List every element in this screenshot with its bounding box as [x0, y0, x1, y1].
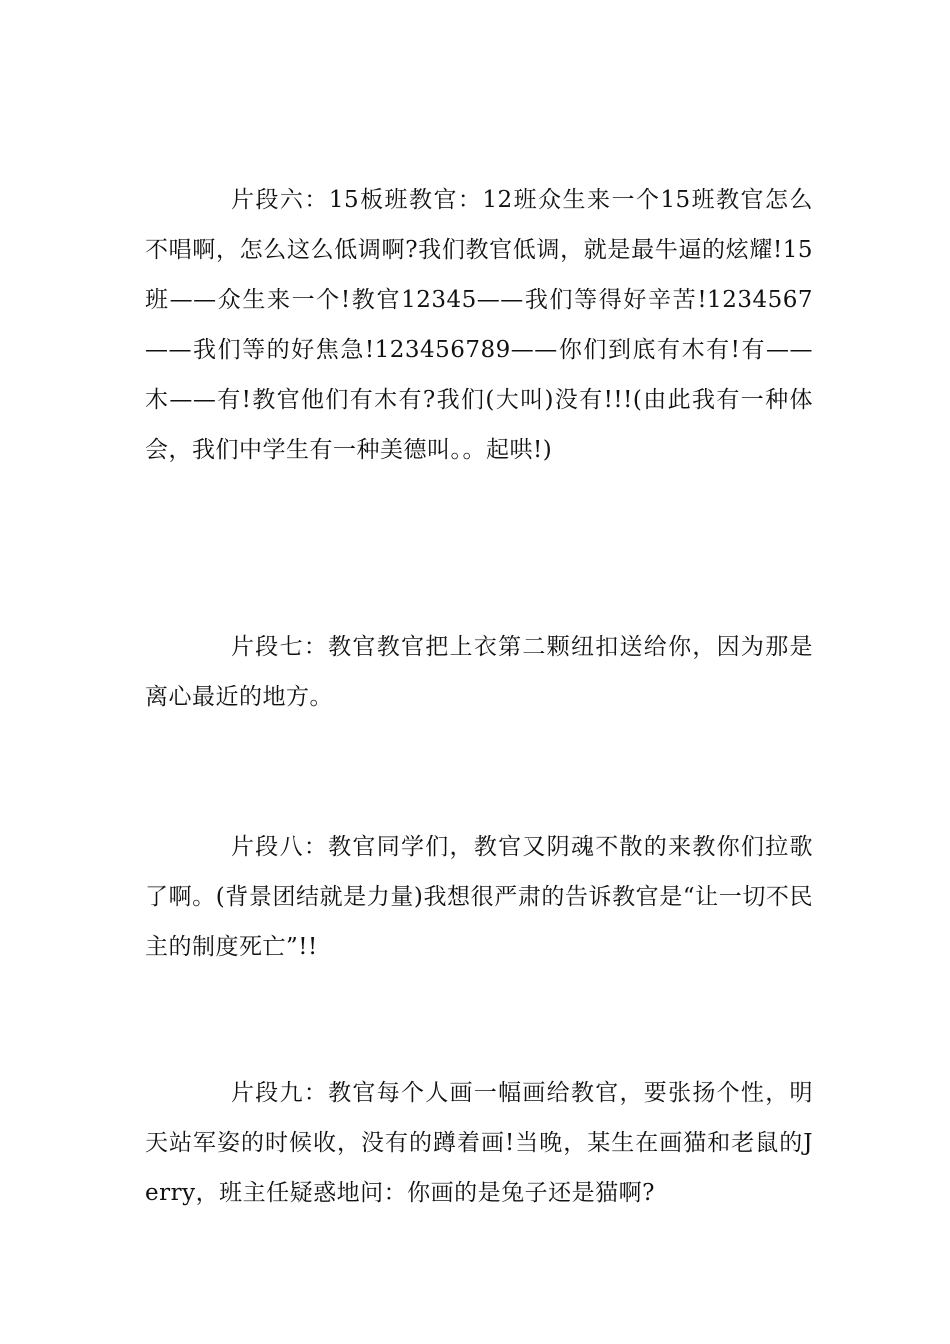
paragraph-segment-8: 片段八：教官同学们，教官又阴魂不散的来教你们拉歌了啊。(背景团结就是力量)我想很严肃的告诉教官是“让一切不民主的制度死亡”!!	[145, 834, 813, 960]
paragraph-segment-7: 片段七：教官教官把上衣第二颗纽扣送给你，因为那是离心最近的地方。	[145, 634, 813, 710]
paragraph-segment-6: 片段六：15板班教官：12班众生来一个15班教官怎么不唱啊，怎么这么低调啊?我们教官低调，就是最牛逼的炫耀!15班——众生来一个!教官12345——我们等得好辛苦!1234567——我们等的好焦急!123456789——你们到底有木有!有——木——有!教官他们有木有?我们(大叫)没有!!!(由此我有一种体会，我们中学生有一种美德叫。。起哄!)	[145, 187, 813, 463]
paragraph-segment-9: 片段九：教官每个人画一幅画给教官，要张扬个性，明天站军姿的时候收，没有的蹲着画!当晚，某生在画猫和老鼠的Jerry，班主任疑惑地问：你画的是兔子还是猫啊?	[145, 1080, 813, 1206]
